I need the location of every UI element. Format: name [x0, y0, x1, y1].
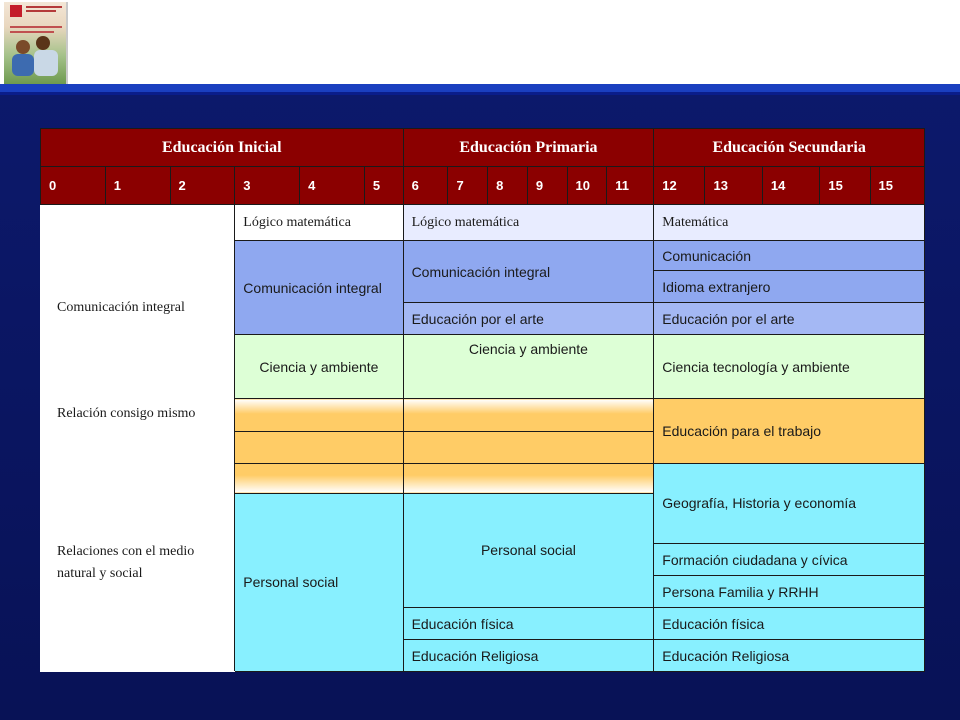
age-cell: 8	[488, 167, 528, 205]
age-row	[41, 167, 925, 205]
age-cell: 3	[235, 167, 300, 205]
secundaria-geografia: Geografía, Historia y economía	[654, 463, 925, 544]
empty-cell	[235, 463, 403, 493]
age-cell: 10	[567, 167, 607, 205]
logo-text-line	[26, 10, 56, 12]
age-cell: 13	[705, 167, 762, 205]
header-divider	[0, 92, 960, 95]
age-cell: 6	[403, 167, 448, 205]
secundaria-arte: Educación por el arte	[654, 303, 925, 335]
primaria-logico: Lógico matemática	[403, 205, 654, 241]
level-header-row	[41, 129, 925, 167]
ministry-logo	[4, 2, 68, 84]
logo-text-line	[26, 6, 62, 8]
inicial-area-label: Relaciones con el medio natural y social	[57, 544, 195, 581]
logo-child-figure	[16, 40, 30, 54]
primaria-comunicacion: Comunicación integral	[403, 241, 654, 303]
inicial-area-label: Relación consigo mismo	[57, 406, 196, 421]
age-cell: 15	[820, 167, 870, 205]
level-primaria: Educación Primaria	[403, 129, 654, 167]
primaria-personal: Personal social	[403, 493, 654, 607]
empty-cell	[235, 431, 403, 463]
age-cell: 4	[300, 167, 365, 205]
secundaria-ciudadana: Formación ciudadana y cívica	[654, 544, 925, 576]
empty-cell	[403, 463, 654, 493]
secundaria-religiosa: Educación Religiosa	[654, 640, 925, 672]
secundaria-comunicacion: Comunicación	[654, 241, 925, 271]
secundaria-ciencia: Ciencia tecnología y ambiente	[654, 335, 925, 399]
primaria-fisica: Educación física	[403, 608, 654, 640]
secundaria-matematica: Matemática	[654, 205, 925, 241]
table-row	[41, 205, 925, 241]
age-cell: 15	[870, 167, 924, 205]
inicial5-comunicacion: Comunicación integral	[235, 241, 403, 335]
age-cell: 5	[364, 167, 403, 205]
secundaria-trabajo: Educación para el trabajo	[654, 399, 925, 463]
level-secundaria: Educación Secundaria	[654, 129, 925, 167]
age-cell: 2	[170, 167, 235, 205]
logo-child-figure	[34, 50, 58, 76]
age-cell: 0	[41, 167, 106, 205]
secundaria-familia: Persona Familia y RRHH	[654, 576, 925, 608]
age-cell: 7	[448, 167, 488, 205]
header-divider	[0, 84, 960, 92]
age-cell: 11	[607, 167, 654, 205]
logo-flag-mark	[10, 5, 22, 17]
logo-text-line	[10, 26, 62, 28]
slide-header	[0, 0, 960, 84]
age-cell: 9	[527, 167, 567, 205]
age-cell: 12	[654, 167, 705, 205]
inicial5-ciencia: Ciencia y ambiente	[235, 335, 403, 399]
empty-cell	[403, 431, 654, 463]
inicial-areas-cell	[41, 205, 235, 672]
primaria-arte: Educación por el arte	[403, 303, 654, 335]
inicial5-personal: Personal social	[235, 493, 403, 671]
empty-cell	[403, 399, 654, 431]
level-inicial: Educación Inicial	[41, 129, 404, 167]
age-cell: 1	[105, 167, 170, 205]
logo-child-figure	[36, 36, 50, 50]
primaria-religiosa: Educación Religiosa	[403, 640, 654, 672]
empty-cell	[235, 399, 403, 431]
logo-child-figure	[12, 54, 34, 76]
secundaria-idioma: Idioma extranjero	[654, 271, 925, 303]
curriculum-table	[40, 128, 925, 672]
secundaria-fisica: Educación física	[654, 608, 925, 640]
logo-text-line	[10, 31, 54, 33]
inicial-area-label: Comunicación integral	[57, 300, 185, 315]
primaria-ciencia: Ciencia y ambiente	[403, 335, 654, 399]
inicial5-logico: Lógico matemática	[235, 205, 403, 241]
age-cell: 14	[762, 167, 819, 205]
